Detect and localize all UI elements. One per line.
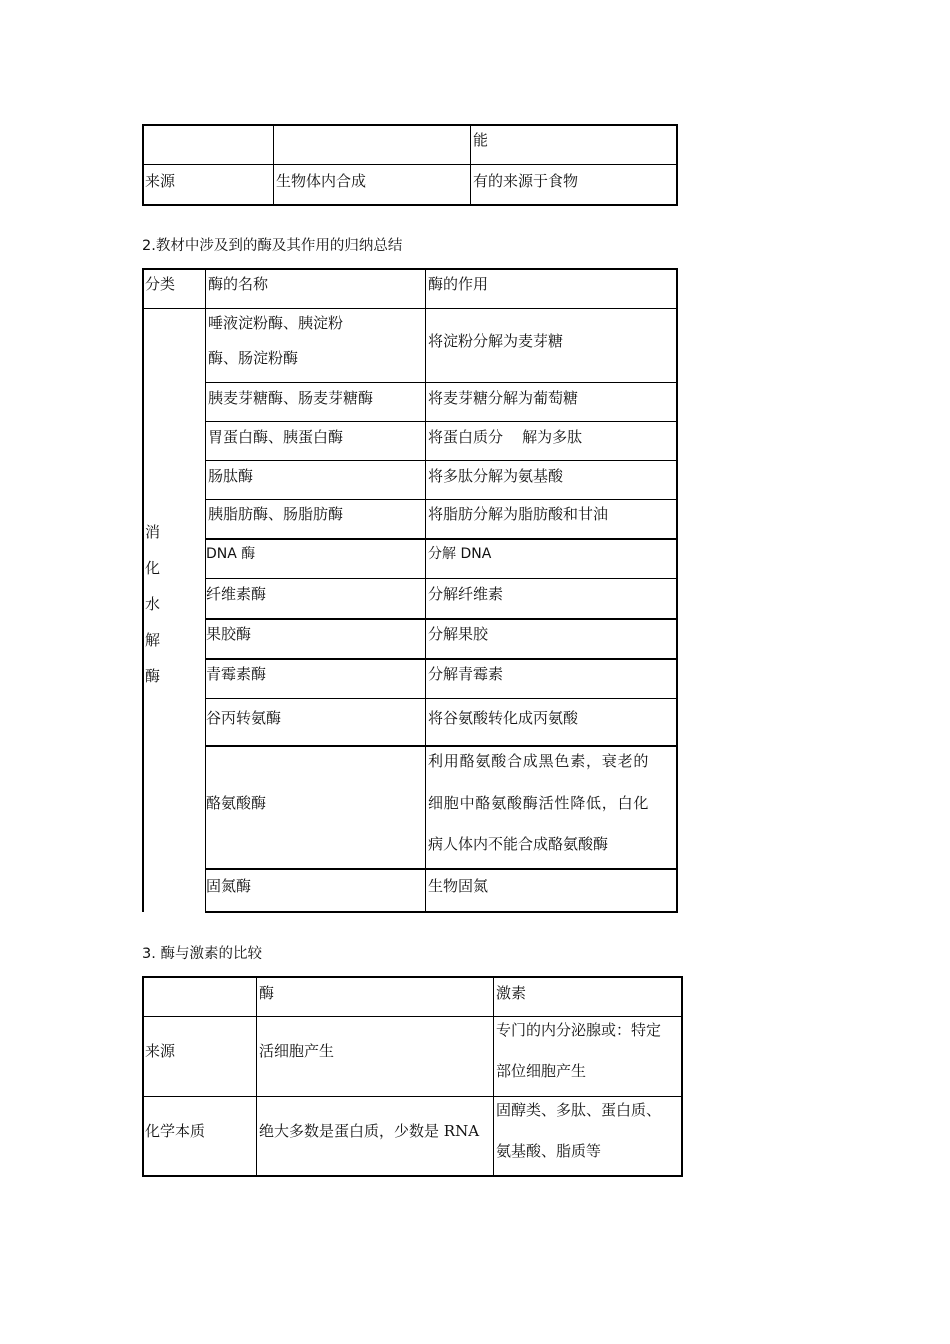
enzyme-name: 固氮酶 <box>206 877 252 895</box>
section-heading: 3. 酶与激素的比较 <box>142 946 262 962</box>
header-enzyme-action: 酶的作用 <box>428 275 489 293</box>
hormone-value: 专门的内分泌腺或：特定 <box>496 1021 662 1039</box>
row-divider <box>205 578 678 579</box>
row-divider <box>205 421 678 422</box>
enzyme-name: 果胶酶 <box>206 625 252 643</box>
row-divider <box>205 868 678 870</box>
row-divider <box>205 382 678 383</box>
table-left-border <box>142 268 144 912</box>
table-cell: 来源 <box>145 172 176 190</box>
enzyme-name: 谷丙转氨酶 <box>206 709 282 727</box>
header-enzyme: 酶 <box>259 984 275 1002</box>
section-heading: 2.教材中涉及到的酶及其作用的归纳总结 <box>142 238 403 254</box>
column-divider <box>470 124 471 206</box>
category-char: 解 <box>145 631 161 649</box>
category-char: 酶 <box>145 667 161 685</box>
enzyme-action: 将谷氨酸转化成丙氨酸 <box>428 709 579 727</box>
enzyme-action: 分解 DNA <box>428 546 492 562</box>
enzyme-name: 酶、肠淀粉酶 <box>208 349 299 367</box>
enzyme-action: 将麦芽糖分解为葡萄糖 <box>428 389 579 407</box>
header-hormone: 激素 <box>496 984 527 1002</box>
enzyme-name: 肠肽酶 <box>208 467 254 485</box>
column-divider <box>425 268 426 913</box>
enzyme-action: 细胞中酪氨酸酶活性降低，白化 <box>428 794 650 812</box>
enzyme-action: 将淀粉分解为麦芽糖 <box>428 332 564 350</box>
enzyme-name: 胃蛋白酶、胰蛋白酶 <box>208 428 344 446</box>
enzyme-action: 将多肽分解为氨基酸 <box>428 467 564 485</box>
row-divider <box>205 698 678 699</box>
row-divider <box>142 164 678 165</box>
row-divider <box>205 658 678 660</box>
table-border <box>142 124 678 206</box>
category-char: 水 <box>145 595 161 613</box>
column-divider <box>493 976 494 1177</box>
row-divider <box>205 499 678 500</box>
enzyme-name: 胰麦芽糖酶、肠麦芽糖酶 <box>208 389 374 407</box>
enzyme-action: 利用酪氨酸合成黑色素，衰老的 <box>428 752 650 770</box>
enzyme-name: 纤维素酶 <box>206 585 267 603</box>
enzyme-action: 分解果胶 <box>428 625 489 643</box>
column-divider <box>273 124 274 206</box>
row-divider <box>142 1096 683 1097</box>
row-divider <box>205 745 678 747</box>
table-border <box>142 976 683 1177</box>
row-divider <box>142 1016 683 1017</box>
category-char: 消 <box>145 523 161 541</box>
enzyme-value: 绝大多数是蛋白质，少数是 RNA <box>259 1122 480 1140</box>
enzyme-action: 病人体内不能合成酪氨酸酶 <box>428 835 609 853</box>
enzyme-name: 酪氨酸酶 <box>206 794 267 812</box>
enzyme-name: 唾液淀粉酶、胰淀粉 <box>208 314 344 332</box>
row-label: 化学本质 <box>145 1122 206 1140</box>
enzyme-name: 胰脂肪酶、肠脂肪酶 <box>208 505 344 523</box>
enzyme-action: 分解纤维素 <box>428 585 504 603</box>
hormone-value: 氨基酸、脂质等 <box>496 1142 602 1160</box>
row-divider <box>205 618 678 620</box>
column-divider <box>256 976 257 1177</box>
table-top-border <box>142 268 678 270</box>
category-char: 化 <box>145 559 161 577</box>
enzyme-name: DNA 酶 <box>206 546 256 562</box>
table-right-border <box>676 268 678 913</box>
row-divider <box>142 308 678 309</box>
table-cell: 生物体内合成 <box>276 172 367 190</box>
enzyme-action: 分解青霉素 <box>428 665 504 683</box>
row-divider <box>205 538 678 540</box>
category-label <box>145 514 165 694</box>
row-label: 来源 <box>145 1042 176 1060</box>
table-cell: 能 <box>473 131 489 149</box>
table-cell: 有的来源于食物 <box>473 172 579 190</box>
header-enzyme-name: 酶的名称 <box>208 275 269 293</box>
row-divider <box>205 460 678 461</box>
enzyme-value: 活细胞产生 <box>259 1042 335 1060</box>
header-category: 分类 <box>145 275 176 293</box>
hormone-value: 部位细胞产生 <box>496 1062 587 1080</box>
enzyme-action: 将脂肪分解为脂肪酸和甘油 <box>428 505 609 523</box>
enzyme-action: 将蛋白质分 解为多肽 <box>428 428 583 446</box>
enzyme-action: 生物固氮 <box>428 877 489 895</box>
enzyme-name: 青霉素酶 <box>206 665 267 683</box>
hormone-value: 固醇类、多肽、蛋白质、 <box>496 1101 662 1119</box>
table-bottom-border <box>205 911 678 913</box>
